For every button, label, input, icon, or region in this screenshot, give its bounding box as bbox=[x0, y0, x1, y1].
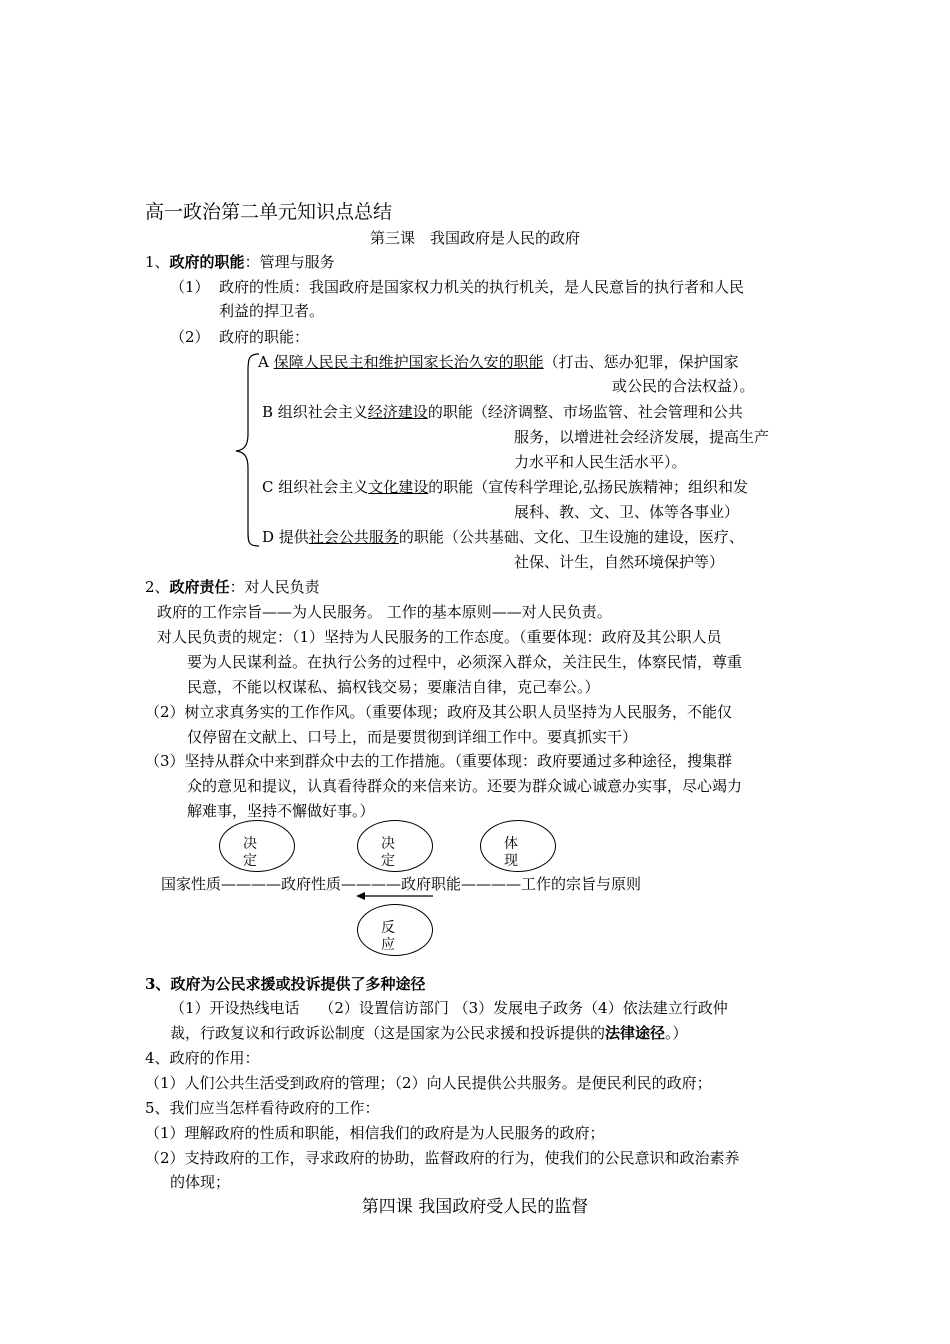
function-d-underlined: 社会公共服务 bbox=[308, 528, 399, 546]
lesson4-title: 第四课 我国政府受人民的监督 bbox=[361, 1197, 589, 1217]
function-a-line2: 或公民的合法权益）。 bbox=[612, 377, 755, 395]
section1-number: 1、 bbox=[145, 253, 170, 271]
section1-subtitle: ：管理与服务 bbox=[244, 253, 335, 271]
s2-line7: （3）坚持从群众中来到群众中去的工作措施。（重要体现：政府要通过多种途径，搜集群 bbox=[145, 752, 733, 770]
oval-decide-1-text: 决 定 bbox=[243, 836, 257, 869]
s4-line1: （1）人们公共生活受到政府的管理；（2）向人民提供公共服务。是便民利民的政府； bbox=[145, 1074, 712, 1092]
s5-line2: （2）支持政府的工作，寻求政府的协助，监督政府的行为，使我们的公民意识和政治素养 bbox=[145, 1149, 740, 1167]
function-a-line1: A 保障人民民主和维护国家长治久安的职能（打击、惩办犯罪，保护国家 bbox=[258, 353, 739, 371]
s1-p2-text: 政府的职能： bbox=[219, 328, 310, 346]
oval-reflect bbox=[357, 904, 433, 956]
function-c-line1: C 组织社会主义文化建设的职能（宣传科学理论,弘扬民族精神；组织和发 bbox=[262, 478, 749, 496]
function-d-line1: D 提供社会公共服务的职能（公共基础、文化、卫生设施的建设，医疗、 bbox=[262, 528, 744, 546]
s2-line6: 仅停留在文献上、口号上，而是要贯彻到详细工作中。要真抓实干） bbox=[187, 728, 638, 746]
s2-line9: 解难事，坚持不懈做好事。） bbox=[187, 802, 375, 820]
function-a-underlined: 保障人民民主和维护国家长治久安的职能 bbox=[273, 353, 544, 371]
oval-reflect-text: 反 应 bbox=[381, 920, 395, 953]
function-d-line2: 社保、计生，自然环境保护等） bbox=[514, 553, 725, 571]
function-b-line2: 服务，以增进社会经济发展，提高生产 bbox=[514, 428, 770, 446]
s1-p1-label: （1） bbox=[170, 278, 210, 296]
s2-line1: 政府的工作宗旨——为人民服务。 工作的基本原则——对人民负责。 bbox=[157, 603, 612, 621]
s1-p1-line2: 利益的捍卫者。 bbox=[219, 302, 325, 320]
section3-heading: 3、政府为公民求援或投诉提供了多种途径 bbox=[145, 975, 426, 993]
s1-p2-label: （2） bbox=[170, 328, 210, 346]
section1-keyword: 政府的职能 bbox=[169, 253, 245, 271]
s2-line2: 对人民负责的规定：（1）坚持为人民服务的工作态度。（重要体现：政府及其公职人员 bbox=[157, 628, 722, 646]
section1-heading bbox=[145, 252, 335, 272]
function-b-line3: 力水平和人民生活水平）。 bbox=[514, 453, 687, 471]
oval-decide-2 bbox=[357, 820, 433, 872]
s1-p1-line1: 政府的性质：我国政府是国家权力机关的执行机关，是人民意旨的执行者和人民 bbox=[219, 278, 745, 296]
s5-line1: （1）理解政府的性质和职能，相信我们的政府是为人民服务的政府； bbox=[145, 1124, 605, 1142]
s3-line2: 裁，行政复议和行政诉讼制度（这是国家为公民求援和投诉提供的法律途径。） bbox=[170, 1024, 688, 1042]
legal-route-keyword: 法律途径 bbox=[605, 1024, 666, 1042]
s5-line3: 的体现； bbox=[170, 1173, 231, 1191]
section4-heading: 4、政府的作用： bbox=[145, 1049, 260, 1067]
s2-line4: 民意，不能以权谋私、搞权钱交易；要廉洁自律，克己奉公。） bbox=[187, 678, 600, 696]
oval-decide-2-text: 决 定 bbox=[381, 836, 395, 869]
s2-line3: 要为人民谋利益。在执行公务的过程中，必须深入群众，关注民生，体察民情，尊重 bbox=[187, 653, 743, 671]
section2-heading: 2、政府责任：对人民负责 bbox=[145, 578, 320, 596]
s2-line5: （2）树立求真务实的工作作风。（重要体现；政府及其公职人员坚持为人民服务，不能仅 bbox=[145, 703, 733, 721]
function-b-line1: B 组织社会主义经济建设的职能（经济调整、市场监管、社会管理和公共 bbox=[262, 403, 743, 421]
oval-embody-text: 体 现 bbox=[504, 836, 518, 869]
document-title: 高一政治第二单元知识点总结 bbox=[145, 201, 393, 223]
left-arrow-icon bbox=[355, 889, 435, 903]
curly-brace-icon bbox=[232, 350, 262, 550]
s3-line1: （1）开设热线电话 （2）设置信访部门 （3）发展电子政务（4）依法建立行政仲 bbox=[170, 999, 728, 1017]
diagram-chain: 国家性质————政府性质————政府职能————工作的宗旨与原则 bbox=[161, 875, 642, 893]
section5-heading: 5、我们应当怎样看待政府的工作： bbox=[145, 1099, 380, 1117]
section2-keyword: 政府责任 bbox=[169, 578, 230, 596]
function-c-underlined: 文化建设 bbox=[368, 478, 429, 496]
s2-line8: 众的意见和提议，认真看待群众的来信来访。还要为群众诚心诚意办实事，尽心竭力 bbox=[187, 777, 743, 795]
oval-decide-1 bbox=[219, 820, 295, 872]
oval-embody bbox=[480, 820, 556, 872]
function-b-underlined: 经济建设 bbox=[367, 403, 428, 421]
lesson3-title: 第三课 我国政府是人民的政府 bbox=[369, 229, 580, 247]
function-c-line2: 展科、教、文、卫、体等各事业） bbox=[514, 503, 740, 521]
